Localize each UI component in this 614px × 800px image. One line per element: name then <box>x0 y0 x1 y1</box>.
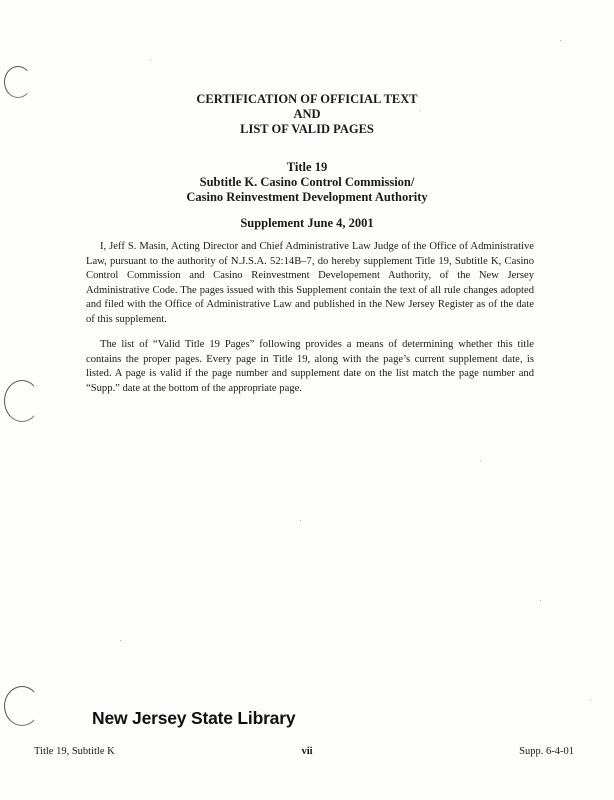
library-stamp: New Jersey State Library <box>92 708 296 728</box>
title-line-3: LIST OF VALID PAGES <box>240 122 374 136</box>
subtitle-line-2: Casino Reinvestment Development Authority <box>186 190 428 204</box>
footer-supplement: Supp. 6-4-01 <box>519 746 574 757</box>
paragraph-valid-pages: The list of “Valid Title 19 Pages” following provides a means of determining whether this title contains the proper pages. Every page in Title 19, along with the page’s current supplement date, is listed. A page is valid if the page number and supplement date on the list match the page number and “Supp.” date at the bottom of the appropriate page. <box>86 339 534 394</box>
subtitle-block <box>0 160 614 205</box>
title-line-1: CERTIFICATION OF OFFICIAL TEXT <box>196 92 418 106</box>
binder-hole-middle <box>4 380 40 422</box>
supplement-date: Supplement June 4, 2001 <box>240 216 374 230</box>
footer-page-number: vii <box>301 746 313 757</box>
paragraph-certification: I, Jeff S. Masin, Acting Director and Chief Administrative Law Judge of the Office of Administrative Law, pursuant to the authority of N.J.S.A. 52:14B–7, do hereby supplement Title 19, Subtitle K, Casino Control Commission and Casino Reinvestment Developement Authority, of the New Jersey Administrative Code. The pages issued with this Supplement contain the text of all rule changes adopted and filed with the Office of Administrative Law and published in the New Jersey Register as of the date of this supplement. <box>86 241 534 325</box>
footer-left: Title 19, Subtitle K <box>34 746 115 757</box>
certification-title <box>0 92 614 137</box>
certification-body <box>86 240 534 396</box>
title-number: Title 19 <box>286 160 328 174</box>
binder-hole-bottom <box>4 686 40 726</box>
subtitle-line-1: Subtitle K. Casino Control Commission/ <box>199 175 415 189</box>
title-line-2: AND <box>293 107 321 121</box>
